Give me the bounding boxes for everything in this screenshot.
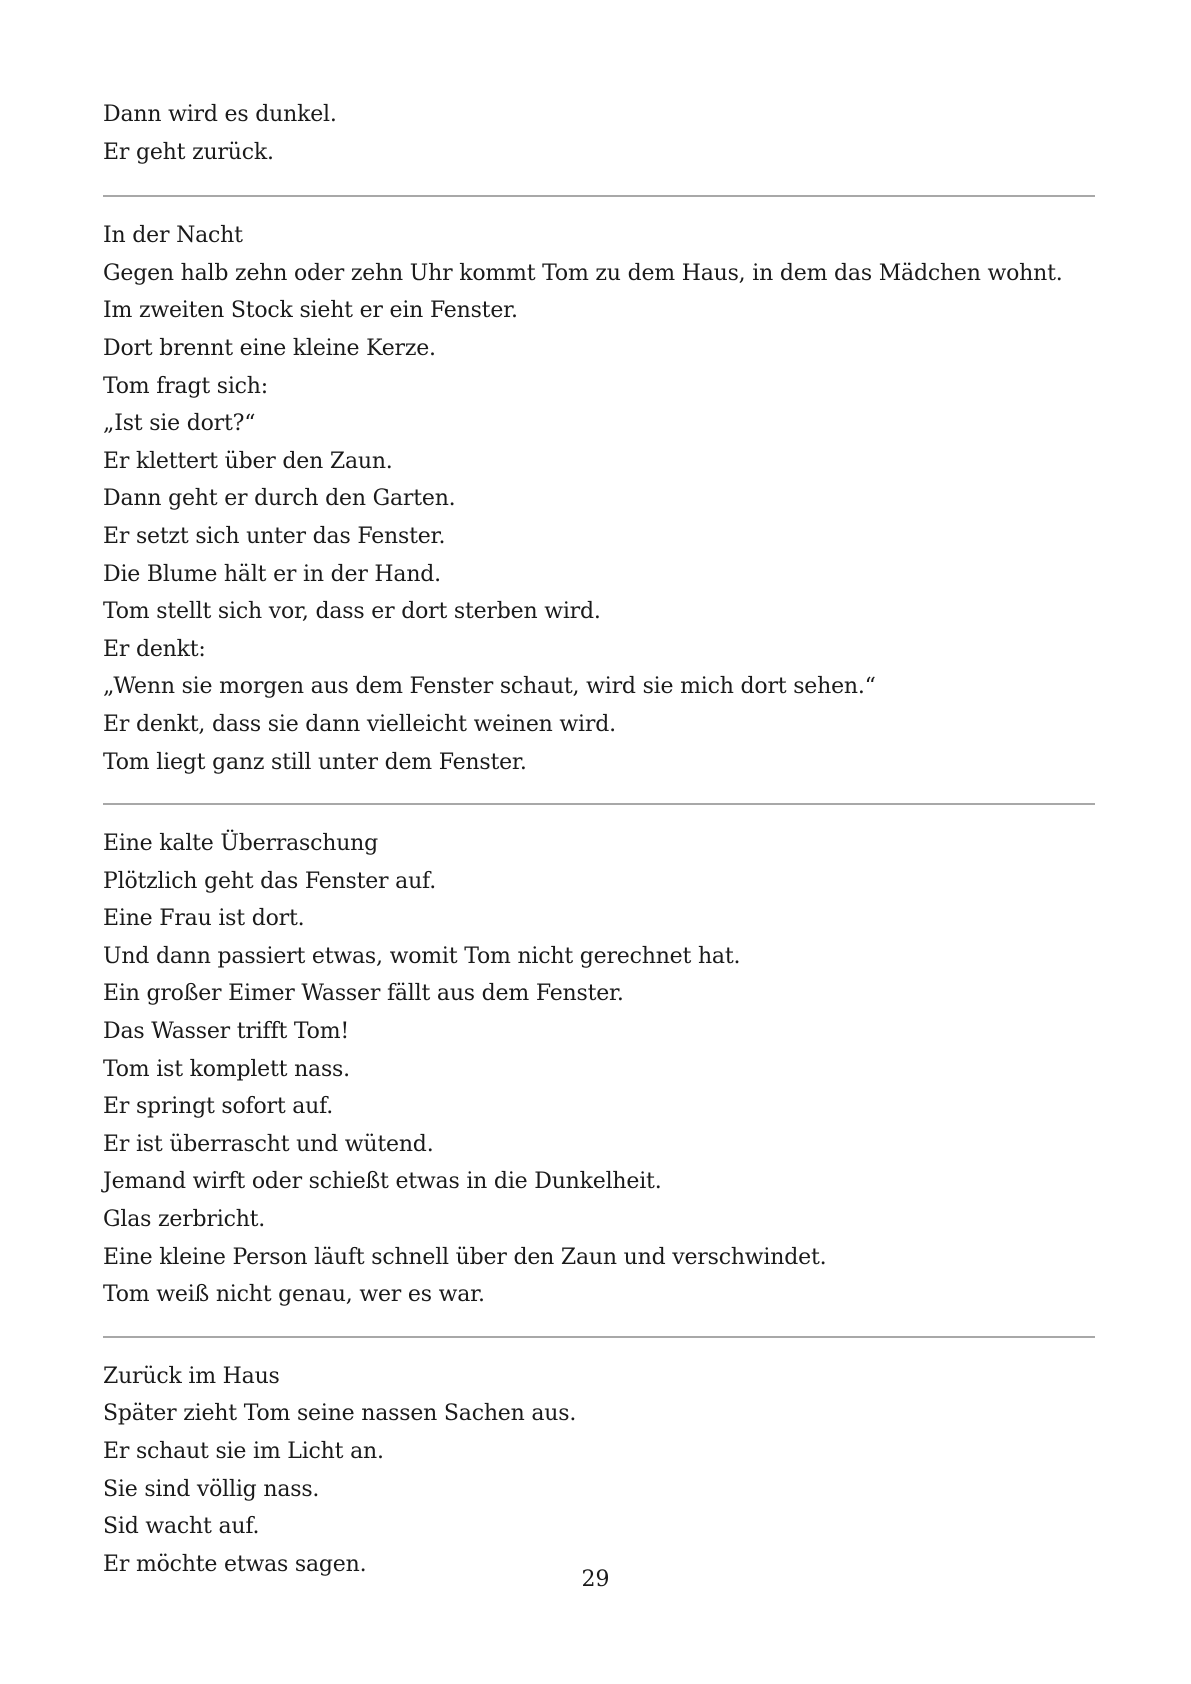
text-line: Plötzlich geht das Fenster auf. bbox=[103, 868, 437, 894]
text-line: Tom weiß nicht genau, wer es war. bbox=[103, 1282, 485, 1308]
section-zurueck-im-haus bbox=[103, 1358, 1095, 1584]
text-line: Er möchte etwas sagen. bbox=[103, 1551, 367, 1577]
section-eine-kalte-ueberraschung bbox=[103, 825, 1095, 1314]
text-line: Jemand wirft oder schießt etwas in die Dunkelheit. bbox=[103, 1169, 662, 1195]
text-line: Er klettert über den Zaun. bbox=[103, 448, 393, 474]
section-heading: Zurück im Haus bbox=[103, 1363, 280, 1389]
text-line: Die Blume hält er in der Hand. bbox=[103, 561, 441, 587]
text-line: Tom stellt sich vor, dass er dort sterben wird. bbox=[103, 599, 601, 625]
text-line: Glas zerbricht. bbox=[103, 1207, 266, 1233]
text-line: Er springt sofort auf. bbox=[103, 1094, 334, 1120]
text-line: Dann geht er durch den Garten. bbox=[103, 486, 456, 512]
section-divider bbox=[103, 803, 1095, 805]
text-line: Im zweiten Stock sieht er ein Fenster. bbox=[103, 298, 518, 324]
text-line: Er denkt: bbox=[103, 636, 206, 662]
section-heading: Eine kalte Überraschung bbox=[103, 831, 379, 857]
text-line: Dann wird es dunkel. bbox=[103, 102, 337, 127]
text-line: Er schaut sie im Licht an. bbox=[103, 1439, 384, 1464]
text-line: Das Wasser trifft Tom! bbox=[103, 1019, 349, 1045]
text-line: Gegen halb zehn oder zehn Uhr kommt Tom zu dem Haus, in dem das Mädchen wohnt. bbox=[103, 260, 1063, 286]
intro-block bbox=[103, 96, 1095, 171]
text-line: Eine Frau ist dort. bbox=[103, 906, 305, 932]
text-line: Sid wacht auf. bbox=[103, 1514, 260, 1540]
text-line: Er geht zurück. bbox=[103, 139, 274, 165]
text-line: „Wenn sie morgen aus dem Fenster schaut, wird sie mich dort sehen.“ bbox=[103, 674, 876, 700]
text-line: „Ist sie dort?“ bbox=[103, 411, 256, 437]
text-line: Er ist überrascht und wütend. bbox=[103, 1131, 434, 1157]
page-content bbox=[103, 96, 1095, 1583]
text-line: Dort brennt eine kleine Kerze. bbox=[103, 335, 436, 361]
text-line: Tom liegt ganz still unter dem Fenster. bbox=[103, 749, 527, 775]
text-line: Und dann passiert etwas, womit Tom nicht gerechnet hat. bbox=[103, 943, 741, 969]
section-in-der-nacht bbox=[103, 217, 1095, 781]
text-line: Tom fragt sich: bbox=[103, 373, 268, 399]
section-divider bbox=[103, 1336, 1095, 1338]
section-divider bbox=[103, 195, 1095, 197]
text-line: Tom ist komplett nass. bbox=[103, 1056, 350, 1082]
text-line: Ein großer Eimer Wasser fällt aus dem Fenster. bbox=[103, 981, 624, 1007]
text-line: Er denkt, dass sie dann vielleicht weinen wird. bbox=[103, 711, 616, 737]
text-line: Später zieht Tom seine nassen Sachen aus. bbox=[103, 1401, 577, 1427]
section-heading: In der Nacht bbox=[103, 223, 243, 249]
page-number: 29 bbox=[581, 1567, 610, 1592]
text-line: Eine kleine Person läuft schnell über den Zaun und verschwindet. bbox=[103, 1244, 827, 1270]
text-line: Sie sind völlig nass. bbox=[103, 1476, 320, 1502]
text-line: Er setzt sich unter das Fenster. bbox=[103, 523, 446, 549]
